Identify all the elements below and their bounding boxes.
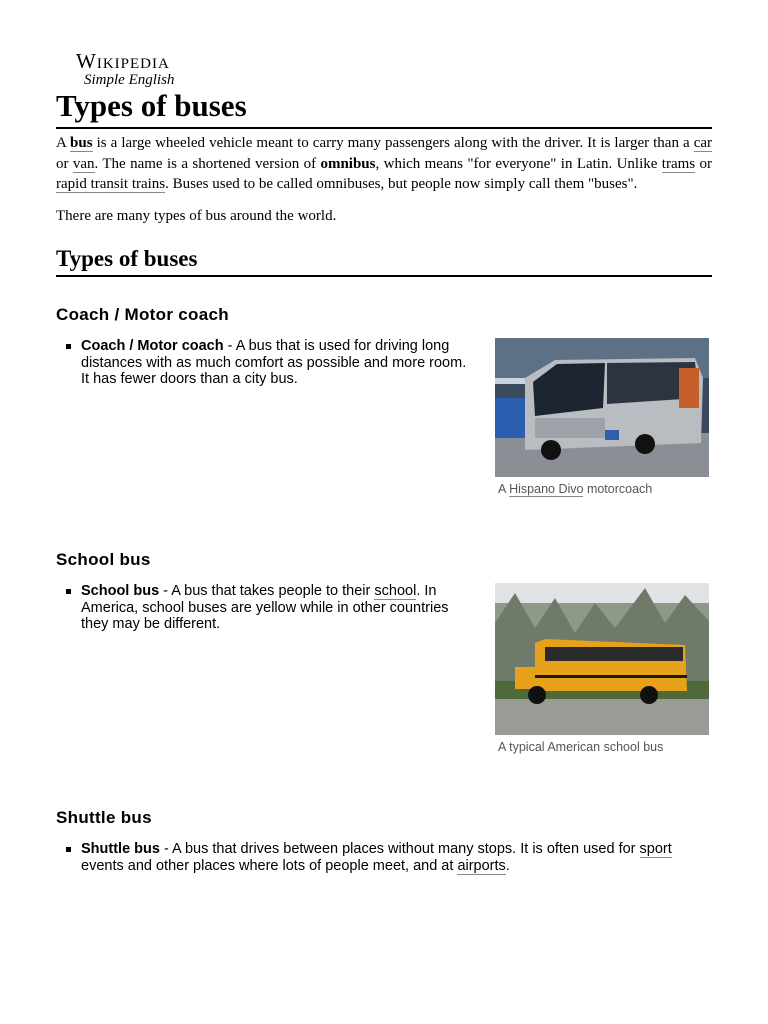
bold-term: School bus: [81, 583, 160, 599]
inline-link[interactable]: school: [374, 583, 417, 599]
list-item-text: School bus - A bus that takes people to their school. In America, school buses are yellow while in other countries they may be different.: [81, 583, 449, 633]
inline-link[interactable]: rapid transit trains: [56, 176, 166, 192]
coach-bus-image[interactable]: [495, 338, 709, 477]
inline-link[interactable]: Hispano Divo: [509, 482, 584, 496]
logo-subtitle: Simple English: [84, 72, 175, 88]
inline-link[interactable]: trams: [661, 155, 696, 172]
subsection-heading-school-bus: School bus: [56, 550, 151, 569]
bullet-marker: [66, 344, 71, 349]
wikipedia-logo[interactable]: [76, 50, 174, 88]
logo-wordmark: Wikipedia: [76, 49, 170, 73]
section-heading: Types of buses: [56, 244, 712, 277]
bullet-marker: [66, 589, 71, 594]
bold-term: Coach / Motor coach: [81, 338, 224, 354]
intro-paragraph-2: There are many types of bus around the world.: [56, 208, 337, 224]
page-title: Types of buses: [56, 86, 712, 129]
list-item: [66, 583, 476, 633]
figure-school-bus: [495, 583, 709, 755]
inline-link[interactable]: sport: [639, 841, 672, 857]
figure-coach: [495, 338, 709, 497]
inline-link[interactable]: airports: [457, 857, 506, 874]
bold-term: Shuttle bus: [81, 841, 160, 857]
bold-term: omnibus: [320, 155, 376, 172]
list-item: [66, 841, 712, 874]
school-bus-image[interactable]: [495, 583, 709, 735]
figure-caption: A typical American school bus: [498, 740, 664, 754]
subsection-heading-coach: Coach / Motor coach: [56, 305, 229, 324]
inline-link[interactable]: bus: [70, 135, 93, 151]
list-item-text: Shuttle bus - A bus that drives between places without many stops. It is often used for sport events and other places where lots of people meet, and at airports.: [81, 841, 672, 874]
inline-link[interactable]: car: [693, 135, 712, 151]
bullet-marker: [66, 847, 71, 852]
intro-paragraph: A bus is a large wheeled vehicle meant to carry many passengers along with the driver. It is larger than a car or van. The name is a shortened version of omnibus, which means "for everyone" in Latin. Unlike trams or rapid transit trains. Buses used to be called omnibuses, but people now simply call them "buses".: [56, 135, 712, 192]
list-item-text: Coach / Motor coach - A bus that is used for driving long distances with as much comfort as possible and more room. It has fewer doors than a city bus.: [81, 338, 467, 388]
list-item: [66, 338, 476, 388]
inline-link[interactable]: van: [72, 155, 95, 172]
figure-caption: A Hispano Divo motorcoach: [498, 482, 653, 496]
subsection-heading-shuttle-bus: Shuttle bus: [56, 808, 152, 827]
